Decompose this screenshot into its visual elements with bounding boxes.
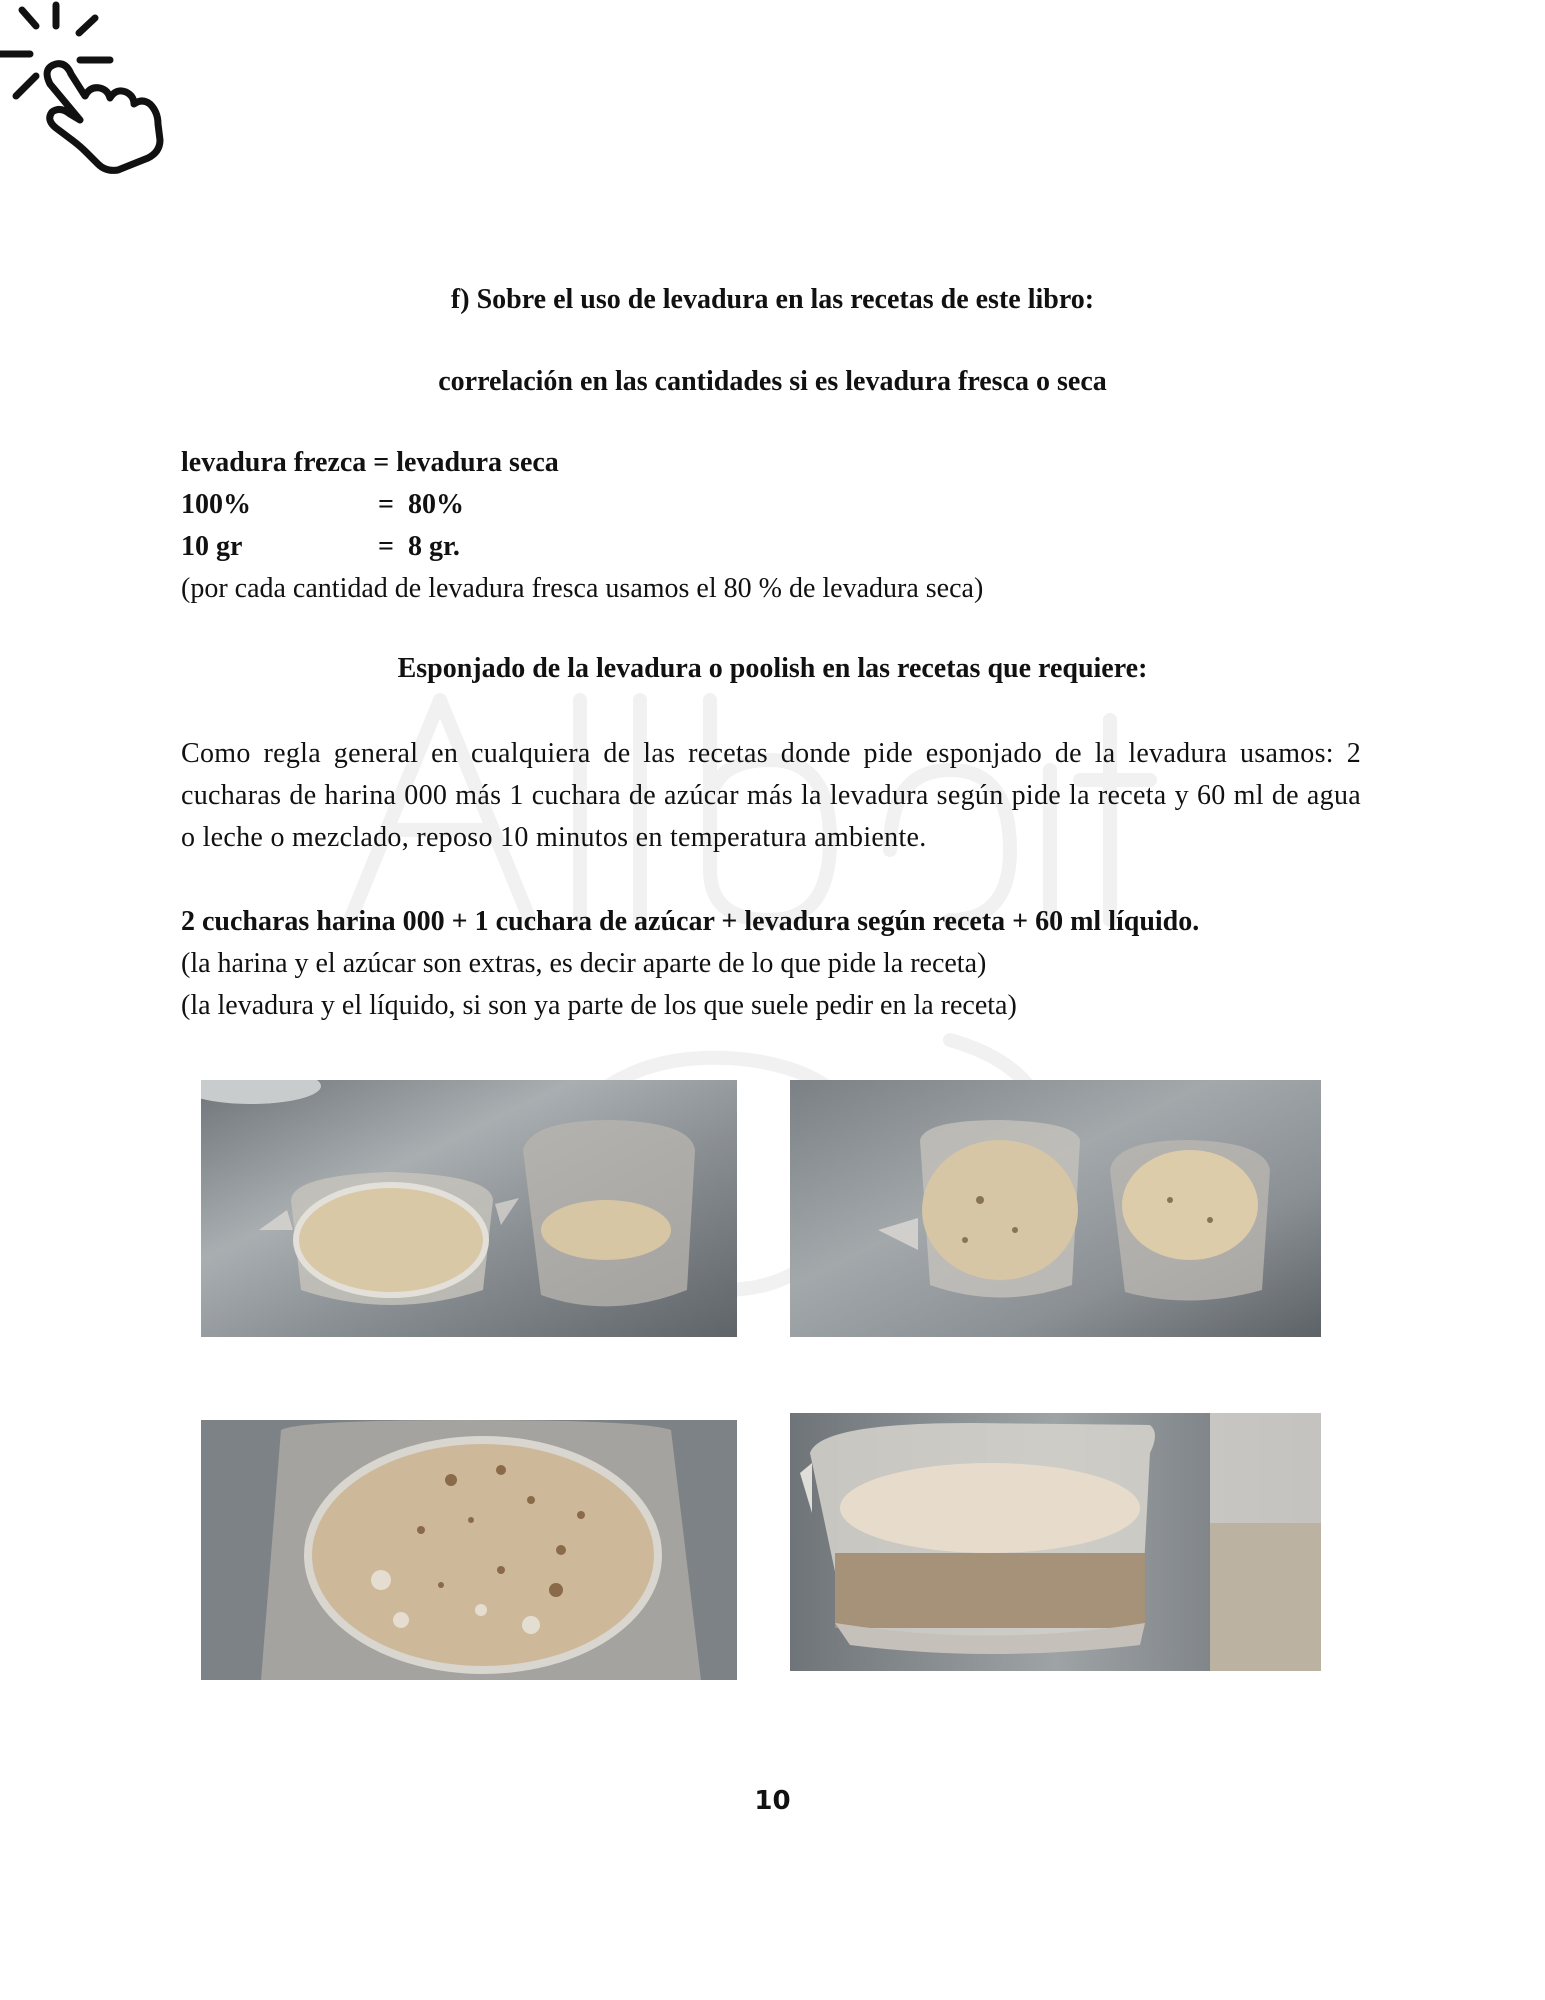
hand-tap-icon — [0, 0, 175, 175]
sponge-paragraph: Como regla general en cualquiera de las recetas donde pide esponjado de la levadura usamos: 2 cucharas de harina 000 más 1 cuchara de azúcar más la levadura según pide la receta y 60 ml de agua o leche o mezclado, reposo 10 minutos en temperatura ambiente. — [181, 738, 1361, 853]
conversion-left: 100% — [181, 489, 251, 520]
section-title: f) Sobre el uso de levadura en las recetas de este libro: — [450, 284, 1095, 315]
sponge-note-2: (la levadura y el líquido, si son ya parte de los que suele pedir en la receta) — [181, 990, 1017, 1021]
conversion-row — [181, 526, 1361, 568]
conversion-heading: levadura frezca = levadura seca — [181, 447, 559, 478]
conversion-note: (por cada cantidad de levadura fresca usamos el 80 % de levadura seca) — [181, 573, 984, 604]
section-subtitle: correlación en las cantidades si es levadura fresca o seca — [438, 366, 1107, 397]
sponge-note-1: (la harina y el azúcar son extras, es decir aparte de lo que pide la receta) — [181, 948, 987, 979]
conversion-right: = 8 gr. — [378, 531, 460, 562]
sponge-heading: Esponjado de la levadura o poolish en las recetas que requiere: — [397, 653, 1148, 684]
sponge-formula: 2 cucharas harina 000 + 1 cuchara de azúcar + levadura según receta + 60 ml líquido. — [181, 906, 1200, 937]
sponge-formula-block — [181, 901, 1361, 1027]
conversion-right: = 80% — [378, 489, 464, 520]
conversion-row — [181, 484, 1361, 526]
page-number: 10 — [754, 1786, 791, 1816]
conversion-left: 10 gr — [181, 531, 243, 562]
photo-sponge-cups-2 — [790, 1080, 1321, 1337]
photo-sponge-closeup — [201, 1420, 737, 1680]
photo-sponge-sideview — [790, 1413, 1321, 1671]
conversion-table — [181, 442, 1361, 610]
photo-sponge-cups-1 — [201, 1080, 737, 1337]
